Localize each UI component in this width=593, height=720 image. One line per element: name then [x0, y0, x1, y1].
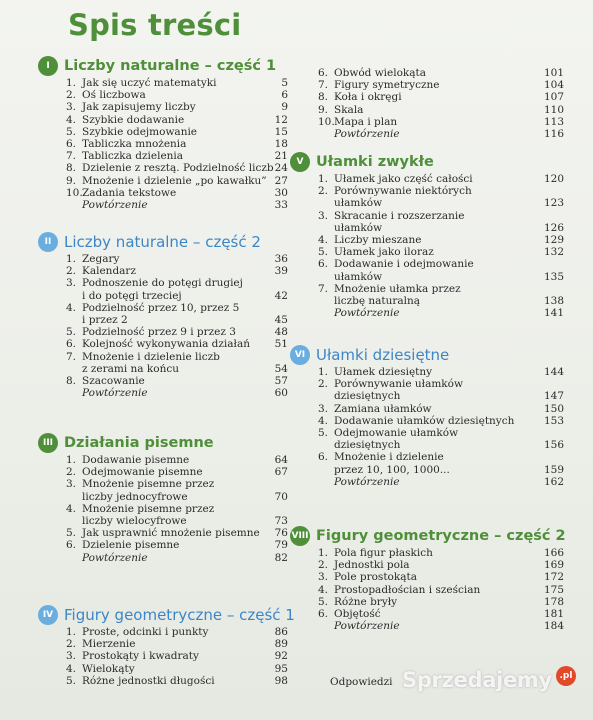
toc-entry [38, 126, 288, 138]
entry-title: Mnożenie pisemne przez [82, 478, 215, 491]
entry-number: 3. [66, 277, 77, 290]
entry-page: 98 [274, 674, 288, 687]
entry-number: 8. [66, 374, 77, 387]
entry-title: Podzielność przez 9 i przez 3 [82, 326, 236, 339]
toc-entry [290, 246, 580, 258]
toc-entry [290, 620, 580, 632]
entry-page: 12 [274, 113, 288, 126]
entry-page: 116 [543, 127, 564, 140]
toc-entry [290, 185, 580, 197]
toc-entry [290, 79, 580, 91]
section-title: Liczby naturalne – część 1 [64, 58, 277, 74]
toc-section [38, 433, 288, 564]
toc-entry [290, 91, 580, 103]
entry-number: 2. [66, 89, 77, 102]
toc-section [290, 345, 580, 488]
entry-page: 104 [543, 79, 564, 92]
entry-title: Szacowanie [82, 374, 145, 387]
entry-title: Mnożenie ułamka przez [334, 282, 461, 295]
entry-page: 92 [274, 650, 288, 663]
entry-page: 51 [274, 338, 288, 351]
toc-entry [38, 466, 288, 478]
toc-entry [38, 326, 288, 338]
entry-number: 1. [66, 454, 77, 466]
toc-entry [290, 378, 580, 390]
toc-entry [38, 515, 288, 527]
toc-entry [38, 150, 288, 162]
toc-entry [38, 638, 288, 650]
toc-entry [290, 584, 580, 596]
entry-number: 7. [66, 150, 77, 163]
entry-title: Kolejność wykonywania działań [82, 338, 250, 351]
toc-entry [38, 387, 288, 399]
entry-title: Jednostki pola [334, 559, 410, 572]
toc-entry [38, 478, 288, 490]
entry-title: Porównywanie niektórych [334, 185, 472, 198]
watermark-text: Sprzedajemy [402, 668, 552, 692]
entry-number: 4. [318, 233, 329, 246]
toc-entry [290, 222, 580, 234]
toc-entry [38, 351, 288, 363]
toc-entry [38, 302, 288, 314]
entry-title: Prostopadłościan i sześcian [334, 583, 481, 596]
entry-title: Dodawanie pisemne [82, 454, 190, 466]
entry-number: 3. [318, 209, 329, 222]
entry-title: Tabliczka dzielenia [82, 150, 184, 163]
entry-page: 45 [274, 313, 288, 326]
entry-page: 27 [274, 174, 288, 187]
section-header [38, 605, 295, 625]
toc-entry [290, 104, 580, 116]
entry-number: 5. [318, 426, 329, 439]
entry-number: 2. [318, 185, 329, 198]
entry-page: 64 [274, 454, 288, 466]
entry-page: 5 [281, 77, 288, 89]
entry-page: 86 [274, 626, 288, 638]
toc-entry [38, 675, 288, 687]
entry-title: Jak się uczyć matematyki [82, 77, 217, 89]
toc-entry [290, 415, 580, 427]
entry-title: Pole prostokąta [334, 571, 417, 584]
toc-entry [290, 559, 580, 571]
section-items [38, 626, 288, 687]
entry-title: Zadania tekstowe [82, 186, 177, 199]
entry-number: 7. [318, 282, 329, 295]
entry-title: Ułamek dziesiętny [334, 366, 433, 378]
section-number-badge: II [38, 232, 58, 252]
entry-number: 5. [318, 595, 329, 608]
toc-entry [290, 210, 580, 222]
entry-number: 1. [318, 366, 329, 378]
entry-number: 10. [66, 186, 83, 199]
section-number-badge: III [38, 433, 58, 453]
entry-number: 4. [66, 301, 77, 314]
entry-number: 3. [318, 402, 329, 415]
entry-number: 2. [318, 378, 329, 391]
entry-title: Zegary [82, 253, 120, 265]
toc-entry [38, 253, 288, 265]
entry-title: z zerami na końcu [82, 362, 179, 375]
entry-page: 132 [543, 246, 564, 259]
entry-number: 2. [66, 638, 77, 651]
section-number-badge: VIII [290, 526, 310, 546]
entry-number: 1. [66, 253, 77, 265]
entry-page: 95 [274, 662, 288, 675]
entry-number: 8. [66, 162, 77, 175]
toc-entry [38, 114, 288, 126]
toc-entry [38, 175, 288, 187]
entry-title: Dzielenie z resztą. Podzielność liczb [82, 162, 274, 175]
entry-title: Szybkie dodawanie [82, 113, 185, 126]
entry-number: 6. [318, 67, 329, 79]
entry-number: 6. [318, 451, 329, 464]
entry-page: 21 [274, 150, 288, 163]
toc-entry [38, 650, 288, 662]
entry-page: 172 [543, 571, 564, 584]
entry-number: 4. [66, 662, 77, 675]
section-number-badge: I [38, 56, 58, 76]
entry-number: 2. [66, 265, 77, 278]
toc-entry [38, 527, 288, 539]
entry-title: Pola figur płaskich [334, 547, 433, 559]
entry-number: 7. [66, 350, 77, 363]
entry-number: 1. [66, 626, 77, 638]
entry-number: 4. [66, 502, 77, 515]
entry-page: 54 [274, 362, 288, 375]
section-items [38, 77, 288, 211]
entry-page: 57 [274, 374, 288, 387]
entry-title: dziesiętnych [334, 390, 401, 403]
entry-title: ułamków [334, 221, 383, 234]
toc-entry [290, 307, 580, 319]
section-header [38, 232, 288, 252]
entry-page: 60 [274, 387, 288, 400]
entry-title: ułamków [334, 270, 383, 283]
entry-number: 6. [318, 258, 329, 271]
toc-entry [38, 187, 288, 199]
toc-entry [38, 89, 288, 101]
entry-title: Różne bryły [334, 595, 398, 608]
toc-entry [290, 464, 580, 476]
entry-page: 73 [274, 514, 288, 527]
toc-entry [38, 314, 288, 326]
section-header [290, 526, 580, 546]
entry-title: Dodawanie ułamków dziesiętnych [334, 414, 515, 427]
entry-title: liczby wielocyfrowe [82, 514, 187, 527]
toc-entry [38, 503, 288, 515]
section-title: Liczby naturalne – część 2 [64, 233, 261, 251]
entry-page: 48 [274, 326, 288, 339]
entry-title: Jak usprawnić mnożenie pisemne [82, 527, 260, 540]
entry-number: 4. [66, 113, 77, 126]
entry-title: Skala [334, 103, 364, 116]
entry-title: Tabliczka mnożenia [82, 137, 187, 150]
entry-title: Prostokąty i kwadraty [82, 650, 199, 663]
entry-page: 162 [543, 475, 564, 488]
toc-entry [290, 128, 580, 140]
toc-entry [38, 363, 288, 375]
entry-title: Powtórzenie [82, 551, 148, 564]
entry-title: Dodawanie i odejmowanie [334, 258, 474, 271]
toc-section [38, 605, 295, 687]
entry-title: Mnożenie pisemne przez [82, 502, 215, 515]
entry-page: 123 [543, 197, 564, 210]
entry-page: 144 [543, 366, 564, 378]
entry-page: 15 [274, 125, 288, 138]
entry-number: 2. [318, 559, 329, 572]
entry-number: 8. [318, 91, 329, 104]
toc-entry [290, 439, 580, 451]
toc-entry [38, 626, 288, 638]
entry-page: 178 [543, 595, 564, 608]
entry-page: 135 [543, 270, 564, 283]
entry-title: Objętość [334, 607, 381, 620]
entry-number: 5. [66, 326, 77, 339]
section-items [38, 253, 288, 399]
toc-entry [38, 338, 288, 350]
entry-title: Koła i okręgi [334, 91, 402, 104]
toc-entry [290, 283, 580, 295]
entry-number: 4. [318, 583, 329, 596]
entry-title: Powtórzenie [334, 620, 400, 633]
section-items [290, 547, 580, 632]
toc-entry [290, 173, 580, 185]
section-items [290, 366, 580, 488]
entry-page: 79 [274, 539, 288, 552]
section-items [38, 454, 288, 564]
entry-number: 4. [318, 414, 329, 427]
watermark-badge: .pl [556, 666, 576, 686]
answers-label: Odpowiedzi [330, 676, 393, 688]
toc-entry [290, 476, 580, 488]
entry-title: Powtórzenie [334, 127, 400, 140]
entry-title: Oś liczbowa [82, 89, 146, 102]
entry-number: 5. [66, 125, 77, 138]
entry-number: 1. [318, 173, 329, 185]
entry-number: 3. [66, 478, 77, 491]
entry-number: 3. [66, 650, 77, 663]
entry-page: 82 [274, 551, 288, 564]
entry-page: 110 [543, 103, 564, 116]
section-title: Figury geometryczne – część 1 [64, 606, 295, 624]
entry-page: 89 [274, 638, 288, 651]
toc-entry [290, 390, 580, 402]
section-items [290, 173, 580, 319]
entry-page: 70 [274, 490, 288, 503]
entry-number: 6. [66, 338, 77, 351]
entry-number: 7. [318, 79, 329, 92]
entry-title: Podzielność przez 10, przez 5 [82, 301, 240, 314]
toc-entry [38, 277, 288, 289]
toc-entry [290, 427, 580, 439]
page-title: Spis treści [68, 8, 242, 42]
entry-title: Powtórzenie [334, 307, 400, 320]
entry-page: 24 [274, 162, 288, 175]
entry-page: 107 [543, 91, 564, 104]
section-number-badge: V [290, 152, 310, 172]
toc-entry [290, 271, 580, 283]
entry-number: 2. [66, 466, 77, 479]
toc-entry [290, 571, 580, 583]
section-title: Działania pisemne [64, 435, 214, 451]
toc-entry [290, 366, 580, 378]
entry-title: i do potęgi trzeciej [82, 289, 182, 302]
entry-page: 166 [543, 547, 564, 559]
entry-number: 5. [318, 246, 329, 259]
entry-page: 150 [543, 402, 564, 415]
entry-number: 1. [318, 547, 329, 559]
entry-page: 6 [281, 89, 288, 102]
entry-page: 18 [274, 137, 288, 150]
entry-page: 67 [274, 466, 288, 479]
entry-number: 6. [66, 539, 77, 552]
entry-page: 184 [543, 620, 564, 633]
toc-entry [290, 258, 580, 270]
toc-section [290, 66, 580, 140]
entry-title: Mnożenie i dzielenie „po kawałku” [82, 174, 267, 187]
entry-title: Odejmowanie pisemne [82, 466, 203, 479]
entry-title: Powtórzenie [334, 475, 400, 488]
entry-page: 175 [543, 583, 564, 596]
entry-title: Mierzenie [82, 638, 136, 651]
entry-page: 126 [543, 221, 564, 234]
entry-number: 9. [318, 103, 329, 116]
entry-title: Powtórzenie [82, 198, 148, 211]
entry-title: Mnożenie i dzielenie liczb [82, 350, 220, 363]
entry-page: 141 [543, 307, 564, 320]
section-title: Ułamki dziesiętne [316, 346, 450, 364]
entry-page: 120 [543, 173, 564, 185]
entry-title: przez 10, 100, 1000... [334, 463, 450, 476]
toc-section [38, 56, 288, 211]
toc-entry [290, 403, 580, 415]
entry-page: 169 [543, 559, 564, 572]
toc-section [290, 152, 580, 319]
entry-title: Powtórzenie [82, 387, 148, 400]
toc-section [38, 232, 288, 399]
toc-entry [290, 67, 580, 79]
entry-page: 42 [274, 289, 288, 302]
toc-entry [38, 290, 288, 302]
entry-title: Wielokąty [82, 662, 135, 675]
entry-page: 181 [543, 607, 564, 620]
toc-entry [290, 197, 580, 209]
section-title: Ułamki zwykłe [316, 154, 434, 170]
entry-title: Podnoszenie do potęgi drugiej [82, 277, 243, 290]
entry-page: 36 [274, 253, 288, 265]
entry-page: 156 [543, 439, 564, 452]
entry-title: Porównywanie ułamków [334, 378, 463, 391]
entry-number: 3. [66, 101, 77, 114]
entry-title: Proste, odcinki i punkty [82, 626, 209, 638]
entry-title: dziesiętnych [334, 439, 401, 452]
toc-entry [38, 138, 288, 150]
section-header [290, 345, 580, 365]
entry-page: 129 [543, 233, 564, 246]
entry-page: 76 [274, 527, 288, 540]
section-number-badge: IV [38, 605, 58, 625]
entry-title: liczbę naturalną [334, 294, 421, 307]
section-title: Figury geometryczne – część 2 [316, 528, 566, 544]
toc-entry [290, 596, 580, 608]
entry-page: 153 [543, 414, 564, 427]
entry-title: Odejmowanie ułamków [334, 426, 459, 439]
toc-entry [38, 199, 288, 211]
toc-entry [38, 454, 288, 466]
entry-number: 6. [66, 137, 77, 150]
entry-page: 147 [543, 390, 564, 403]
entry-page: 159 [543, 463, 564, 476]
toc-entry [38, 101, 288, 113]
section-header [290, 152, 580, 172]
entry-title: Skracanie i rozszerzanie [334, 209, 465, 222]
entry-page: 138 [543, 294, 564, 307]
toc-entry [290, 451, 580, 463]
toc-entry [38, 663, 288, 675]
entry-title: Jak zapisujemy liczby [82, 101, 196, 114]
toc-entry [38, 265, 288, 277]
entry-title: ułamków [334, 197, 383, 210]
entry-title: Różne jednostki długości [82, 674, 215, 687]
entry-number: 10. [318, 115, 335, 128]
entry-title: Dzielenie pisemne [82, 539, 180, 552]
entry-title: i przez 2 [82, 313, 128, 326]
toc-entry [290, 116, 580, 128]
entry-title: Liczby mieszane [334, 233, 422, 246]
toc-entry [38, 77, 288, 89]
entry-title: Obwód wielokąta [334, 67, 427, 79]
entry-number: 1. [66, 77, 77, 89]
entry-title: Ułamek jako część całości [334, 173, 473, 185]
toc-entry [38, 491, 288, 503]
entry-title: Figury symetryczne [334, 79, 440, 92]
entry-page: 39 [274, 265, 288, 278]
entry-page: 30 [274, 186, 288, 199]
toc-section [290, 526, 580, 632]
entry-number: 5. [66, 674, 77, 687]
toc-entry [38, 375, 288, 387]
entry-number: 5. [66, 527, 77, 540]
toc-entry [290, 547, 580, 559]
entry-title: Kalendarz [82, 265, 136, 278]
toc-entry [290, 295, 580, 307]
entry-page: 101 [543, 67, 564, 79]
entry-title: Zamiana ułamków [334, 402, 432, 415]
entry-page: 113 [543, 115, 564, 128]
entry-title: Ułamek jako iloraz [334, 246, 434, 259]
section-items [290, 67, 580, 140]
entry-number: 9. [66, 174, 77, 187]
entry-title: liczby jednocyfrowe [82, 490, 188, 503]
toc-entry [38, 162, 288, 174]
toc-entry [38, 539, 288, 551]
entry-number: 3. [318, 571, 329, 584]
section-header [38, 433, 288, 453]
entry-title: Szybkie odejmowanie [82, 125, 198, 138]
toc-entry [290, 608, 580, 620]
entry-page: 33 [274, 198, 288, 211]
toc-entry [290, 234, 580, 246]
entry-title: Mapa i plan [334, 115, 398, 128]
section-header [38, 56, 288, 76]
entry-page: 9 [281, 101, 288, 114]
toc-entry [38, 552, 288, 564]
entry-title: Mnożenie i dzielenie [334, 451, 444, 464]
section-number-badge: VI [290, 345, 310, 365]
entry-number: 6. [318, 607, 329, 620]
